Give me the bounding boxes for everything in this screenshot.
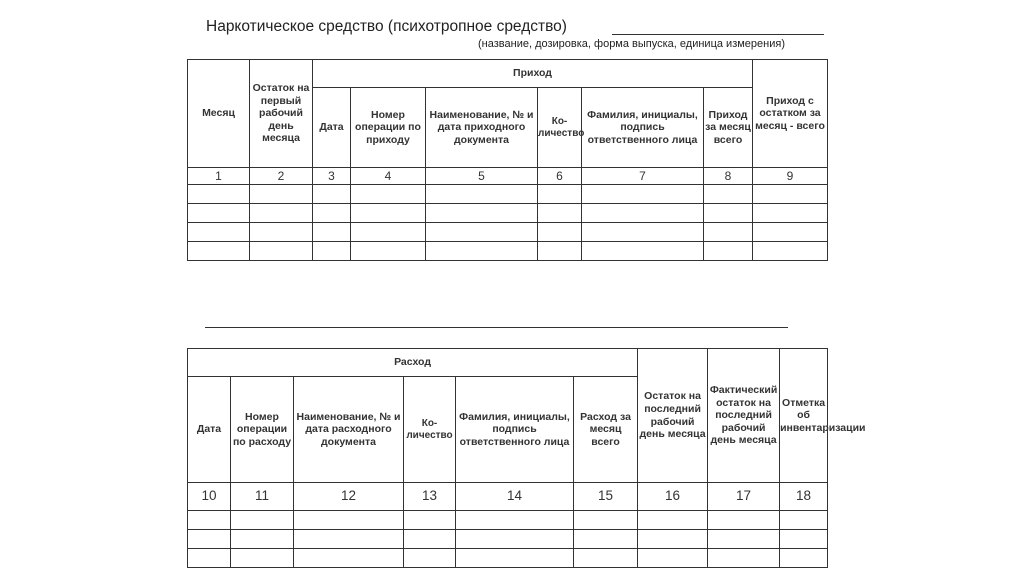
col-number: 2 <box>250 168 313 185</box>
cell[interactable] <box>704 242 753 261</box>
cell[interactable] <box>704 204 753 223</box>
cell[interactable] <box>231 530 294 549</box>
cell[interactable] <box>780 511 828 530</box>
cell[interactable] <box>426 242 538 261</box>
col-number: 3 <box>313 168 351 185</box>
cell[interactable] <box>250 242 313 261</box>
cell[interactable] <box>574 549 638 568</box>
col-number: 8 <box>704 168 753 185</box>
col-number: 7 <box>582 168 704 185</box>
cell[interactable] <box>351 242 426 261</box>
cell[interactable] <box>582 185 704 204</box>
cell[interactable] <box>188 549 231 568</box>
cell[interactable] <box>708 511 780 530</box>
header-actual-balance: Фактический остаток на последний рабочий день месяца <box>708 349 780 483</box>
cell[interactable] <box>708 530 780 549</box>
cell[interactable] <box>313 204 351 223</box>
cell[interactable] <box>638 530 708 549</box>
cell[interactable] <box>250 185 313 204</box>
cell[interactable] <box>780 530 828 549</box>
cell[interactable] <box>313 242 351 261</box>
header-month: Месяц <box>188 60 250 168</box>
header-quantity: Ко-личество <box>538 88 582 168</box>
col-number: 12 <box>294 483 404 511</box>
cell[interactable] <box>456 511 574 530</box>
cell[interactable] <box>753 204 828 223</box>
header-balance-first-day: Остаток на первый рабочий день месяца <box>250 60 313 168</box>
expense-table <box>187 348 866 568</box>
header-operation-number: Номер операции по приходу <box>351 88 426 168</box>
header-date: Дата <box>188 377 231 483</box>
cell[interactable] <box>704 185 753 204</box>
cell[interactable] <box>638 549 708 568</box>
cell[interactable] <box>753 223 828 242</box>
cell[interactable] <box>404 530 456 549</box>
table-row <box>188 185 828 204</box>
cell[interactable] <box>250 223 313 242</box>
col-number: 6 <box>538 168 582 185</box>
header-inventory-mark: Отметка об инвентаризации <box>780 349 828 483</box>
cell[interactable] <box>404 549 456 568</box>
table-row <box>188 511 828 530</box>
cell[interactable] <box>582 223 704 242</box>
title-fill-line <box>612 34 824 35</box>
cell[interactable] <box>426 223 538 242</box>
cell[interactable] <box>426 204 538 223</box>
cell[interactable] <box>456 549 574 568</box>
header-responsible: Фамилия, инициалы, подпись ответственного лица <box>456 377 574 483</box>
cell[interactable] <box>188 204 250 223</box>
cell[interactable] <box>704 223 753 242</box>
form-subtitle: (название, дозировка, форма выпуска, единица измерения) <box>478 38 785 50</box>
header-balance-last-day: Остаток на последний рабочий день месяца <box>638 349 708 483</box>
cell[interactable] <box>574 511 638 530</box>
cell[interactable] <box>753 242 828 261</box>
form-title: Наркотическое средство (психотропное средство) <box>206 18 567 35</box>
header-date: Дата <box>313 88 351 168</box>
header-operation-number: Номер операции по расходу <box>231 377 294 483</box>
cell[interactable] <box>231 511 294 530</box>
cell[interactable] <box>538 204 582 223</box>
table-row <box>188 530 828 549</box>
header-income-month: Приход за месяц всего <box>704 88 753 168</box>
cell[interactable] <box>351 204 426 223</box>
cell[interactable] <box>188 242 250 261</box>
col-number: 17 <box>708 483 780 511</box>
col-number: 4 <box>351 168 426 185</box>
header-document-name: Наименование, № и дата расходного документа <box>294 377 404 483</box>
header-income-with-balance: Приход с остатком за месяц - всего <box>753 60 828 168</box>
table-row <box>188 242 828 261</box>
cell[interactable] <box>188 530 231 549</box>
cell[interactable] <box>313 185 351 204</box>
header-expense-group: Расход <box>188 349 638 377</box>
cell[interactable] <box>426 185 538 204</box>
col-number: 10 <box>188 483 231 511</box>
cell[interactable] <box>351 185 426 204</box>
col-number: 18 <box>780 483 828 511</box>
cell[interactable] <box>582 204 704 223</box>
col-number: 13 <box>404 483 456 511</box>
cell[interactable] <box>294 549 404 568</box>
header-quantity: Ко-личество <box>404 377 456 483</box>
cell[interactable] <box>538 242 582 261</box>
header-responsible: Фамилия, инициалы, подпись ответственного лица <box>582 88 704 168</box>
cell[interactable] <box>188 511 231 530</box>
col-number: 14 <box>456 483 574 511</box>
cell[interactable] <box>456 530 574 549</box>
cell[interactable] <box>351 223 426 242</box>
cell[interactable] <box>231 549 294 568</box>
cell[interactable] <box>188 223 250 242</box>
cell[interactable] <box>638 511 708 530</box>
header-expense-month: Расход за месяц всего <box>574 377 638 483</box>
cell[interactable] <box>313 223 351 242</box>
income-table <box>187 59 828 261</box>
header-income-group: Приход <box>313 60 753 88</box>
cell[interactable] <box>294 511 404 530</box>
cell[interactable] <box>250 204 313 223</box>
cell[interactable] <box>753 185 828 204</box>
table-row <box>188 204 828 223</box>
col-number: 9 <box>753 168 828 185</box>
cell[interactable] <box>404 511 456 530</box>
separator-line <box>205 327 788 328</box>
cell[interactable] <box>538 223 582 242</box>
col-number: 15 <box>574 483 638 511</box>
cell[interactable] <box>574 530 638 549</box>
table-row <box>188 223 828 242</box>
col-number: 1 <box>188 168 250 185</box>
header-document-name: Наименование, № и дата приходного документа <box>426 88 538 168</box>
col-number: 11 <box>231 483 294 511</box>
cell[interactable] <box>780 549 828 568</box>
cell[interactable] <box>188 185 250 204</box>
cell[interactable] <box>582 242 704 261</box>
cell[interactable] <box>708 549 780 568</box>
cell[interactable] <box>294 530 404 549</box>
cell[interactable] <box>538 185 582 204</box>
table-row <box>188 549 828 568</box>
col-number: 5 <box>426 168 538 185</box>
col-number: 16 <box>638 483 708 511</box>
